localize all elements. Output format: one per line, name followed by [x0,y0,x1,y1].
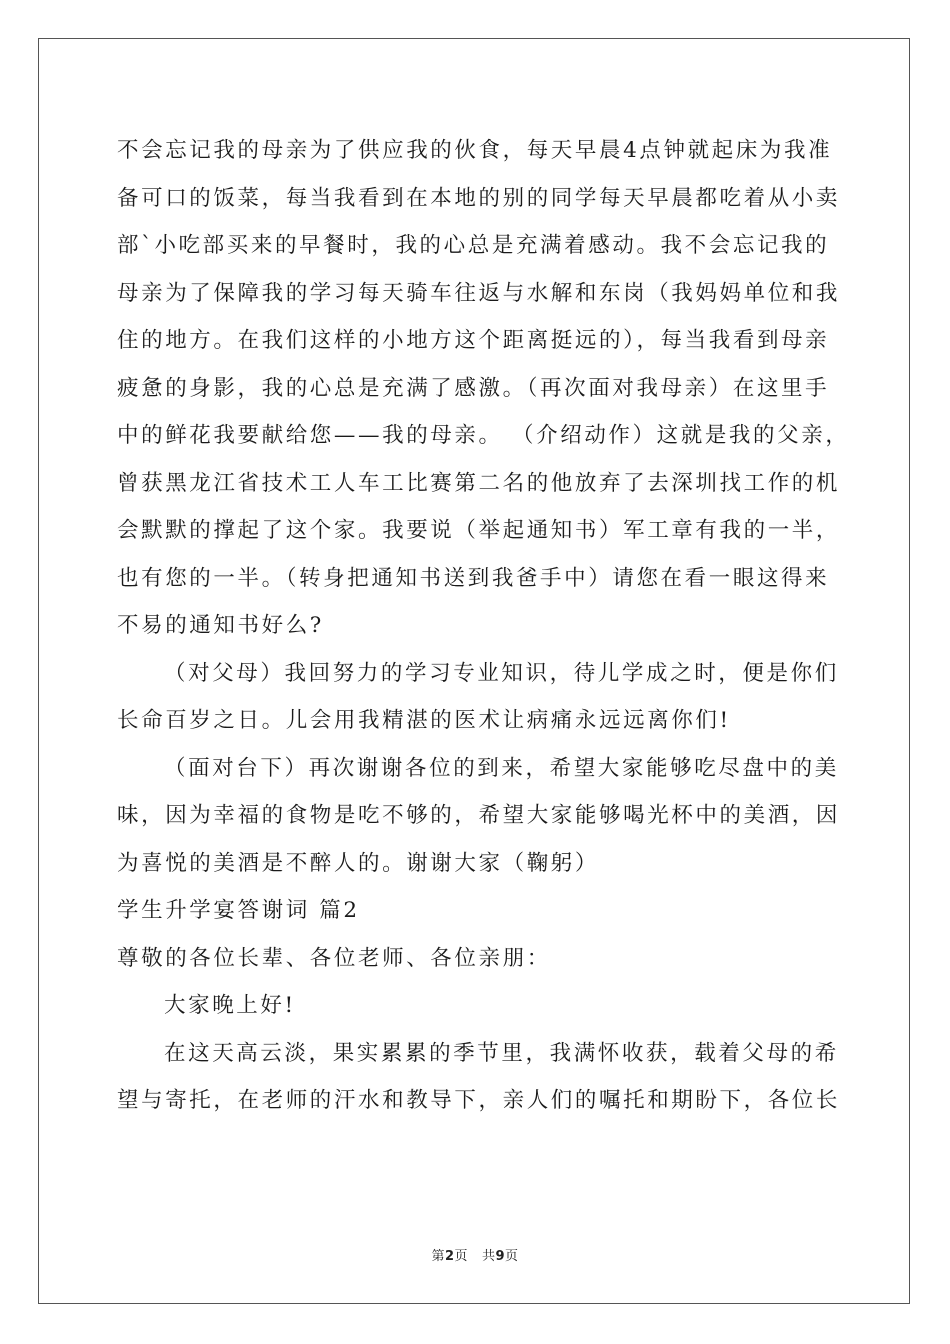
text-line: 不会忘记我的母亲为了供应我的伙食，每天早晨4点钟就起床为我准 [117,138,833,163]
footer-total-suffix: 页 [505,1249,519,1264]
text-line: 望与寄托，在老师的汗水和教导下，亲人们的嘱托和期盼下，各位长 [117,1088,841,1113]
text-line: （对父母）我回努力的学习专业知识，待儿学成之时，便是你们 [164,660,839,686]
text-line: 味，因为幸福的食物是吃不够的，希望大家能够喝光杯中的美酒，因 [117,803,841,828]
text-line: 不易的通知书好么? [117,613,324,638]
text-line: 曾获黑龙江省技术工人车工比赛第二名的他放弃了去深圳找工作的机 [117,470,841,496]
text-line: 母亲为了保障我的学习每天骑车往返与水解和东岗（我妈妈单位和我 [117,280,841,306]
footer-page-number: 2 [444,1249,455,1264]
text-line: 也有您的一半。（转身把通知书送到我爸手中）请您在看一眼这得来 [117,565,830,591]
text-line: 在这天高云淡，果实累累的季节里，我满怀收获，载着父母的希 [164,1040,839,1066]
text-line: 中的鲜花我要献给您——我的母亲。 （介绍动作）这就是我的父亲， [117,423,850,448]
text-line: 部`小吃部买来的早餐时，我的心总是充满着感动。我不会忘记我的 [117,233,830,258]
text-line: 为喜悦的美酒是不醉人的。谢谢大家（鞠躬） [117,850,600,876]
text-line: 尊敬的各位长辈、各位老师、各位亲朋： [117,945,551,971]
text-line: 长命百岁之日。儿会用我精湛的医术让病痛永远远离你们! [117,708,731,733]
footer-total-prefix: 共 [481,1249,496,1264]
footer-total-pages: 9 [495,1249,506,1264]
footer-page-prefix: 第 [431,1249,445,1264]
page-footer [0,1245,950,1264]
text-line: 备可口的饭菜，每当我看到在本地的别的同学每天早晨都吃着从小卖 [117,185,841,211]
text-line: 住的地方。在我们这样的小地方这个距离挺远的），每当我看到母亲 [117,328,830,353]
text-line: （面对台下）再次谢谢各位的到来，希望大家能够吃尽盘中的美 [164,755,839,781]
text-line: 会默默的撑起了这个家。我要说（举起通知书）军工章有我的一半， [117,518,841,543]
text-line: 学生升学宴答谢词 篇2 [117,898,360,923]
footer-page-suffix: 页 [454,1249,469,1264]
text-line: 大家晚上好! [164,993,296,1018]
document-body [117,127,850,1125]
text-line: 疲惫的身影，我的心总是充满了感激。（再次面对我母亲）在这里手 [117,375,830,401]
